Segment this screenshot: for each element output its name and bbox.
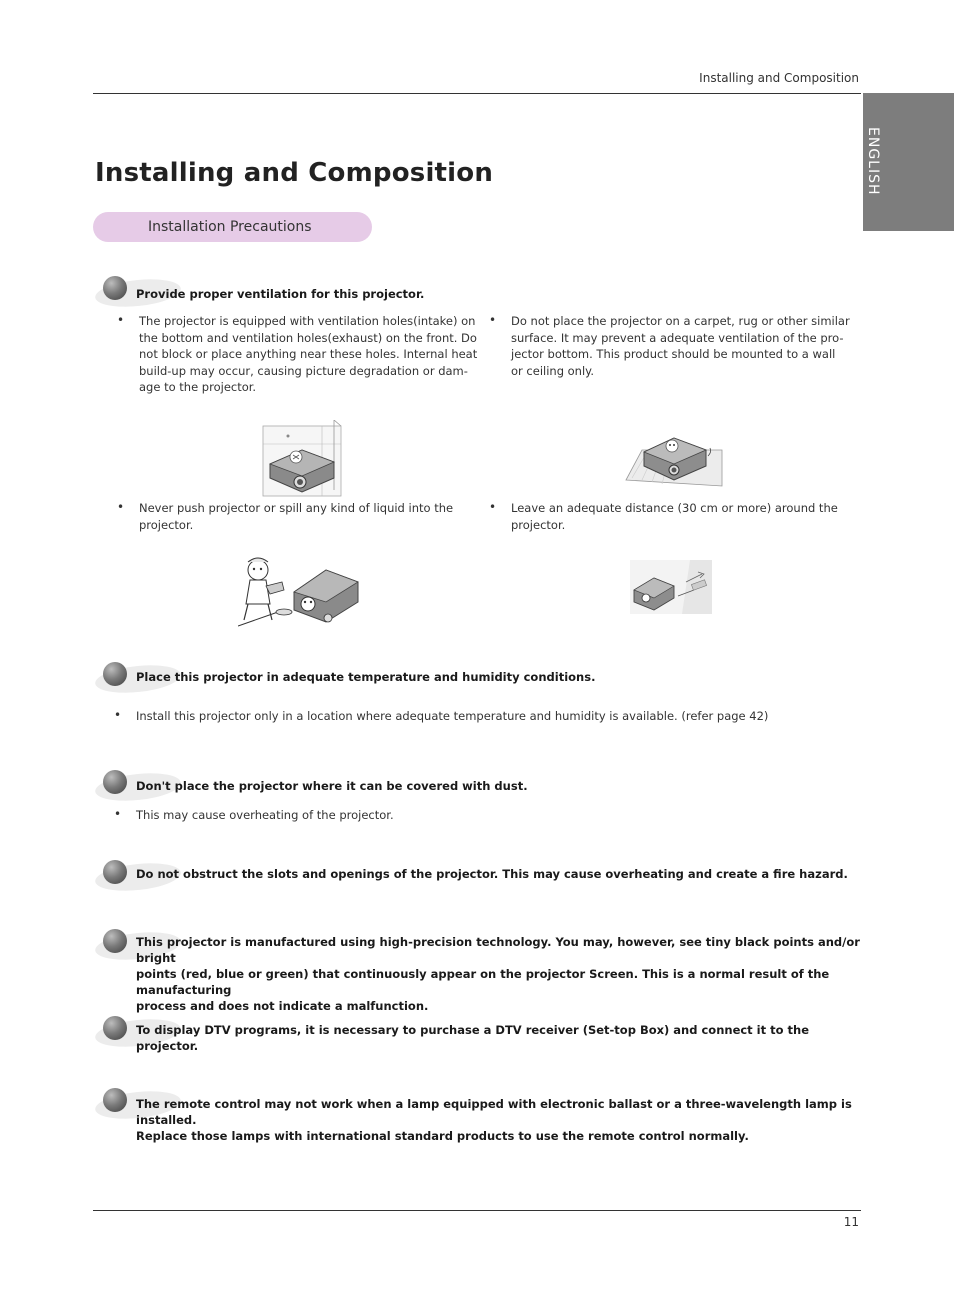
precaution-heading: Place this projector in adequate temperature and humidity conditions. xyxy=(136,670,596,684)
precaution-heading: This projector is manufactured using high-precision technology. You may, however, see tiny black points and/or bright points (red, blue or green) that continuously appear on the projector Screen. This is a normal result of the manufacturing process and does not indicate a malfunction. xyxy=(136,935,860,1013)
bullet-text: Do not place the projector on a carpet, rug or other similar surface. It may prevent a adequate ventilation of the pro- jector bottom. This product should be mounted to a wall or ceiling only. xyxy=(511,314,850,378)
bullet-dot: • xyxy=(114,708,122,722)
projector-wall-illustration xyxy=(262,420,344,498)
bottom-rule xyxy=(93,1210,861,1211)
bullet-text: This may cause overheating of the projector. xyxy=(136,808,394,822)
page-title: Installing and Composition xyxy=(95,158,494,188)
precaution-heading: The remote control may not work when a lamp equipped with electronic ballast or a three-wavelength lamp is installed. Replace those lamps with international standard products to use the remote control normally. xyxy=(136,1097,852,1143)
top-rule xyxy=(93,93,861,94)
precaution-heading: To display DTV programs, it is necessary to purchase a DTV receiver (Set-top Box) and connect it to the projector. xyxy=(136,1023,810,1053)
section-pill xyxy=(93,212,372,242)
precaution-heading: Provide proper ventilation for this projector. xyxy=(136,287,425,301)
section-pill-label: Installation Precautions xyxy=(148,219,312,235)
bullet-dot: • xyxy=(489,500,497,514)
bullet-text: The projector is equipped with ventilation holes(intake) on the bottom and ventilation holes(exhaust) on the front. Do not block or place anything near these holes. Internal heat build-up may occur, causing picture degradation or dam- age to the projector. xyxy=(139,314,478,394)
bullet-text: Leave an adequate distance (30 cm or more) around the projector. xyxy=(511,501,838,532)
precaution-heading: Do not obstruct the slots and openings of the projector. This may cause overheating and create a fire hazard. xyxy=(136,867,848,881)
language-tab-label: ENGLISH xyxy=(865,127,881,196)
bullet-dot: • xyxy=(117,313,125,327)
projector-carpet-illustration xyxy=(622,428,726,488)
language-tab xyxy=(863,93,954,231)
bullet-text: Install this projector only in a location where adequate temperature and humidity is available. (refer page 42) xyxy=(136,709,769,723)
bullet-dot: • xyxy=(489,313,497,327)
bullet-dot: • xyxy=(114,807,122,821)
running-header: Installing and Composition xyxy=(699,71,859,85)
page-number: 11 xyxy=(843,1215,859,1229)
bullet-dot: • xyxy=(117,500,125,514)
liquid-spill-illustration xyxy=(238,556,360,628)
projector-distance-illustration xyxy=(630,560,714,616)
precaution-heading: Don't place the projector where it can be covered with dust. xyxy=(136,779,528,793)
bullet-text: Never push projector or spill any kind of liquid into the projector. xyxy=(139,501,454,532)
